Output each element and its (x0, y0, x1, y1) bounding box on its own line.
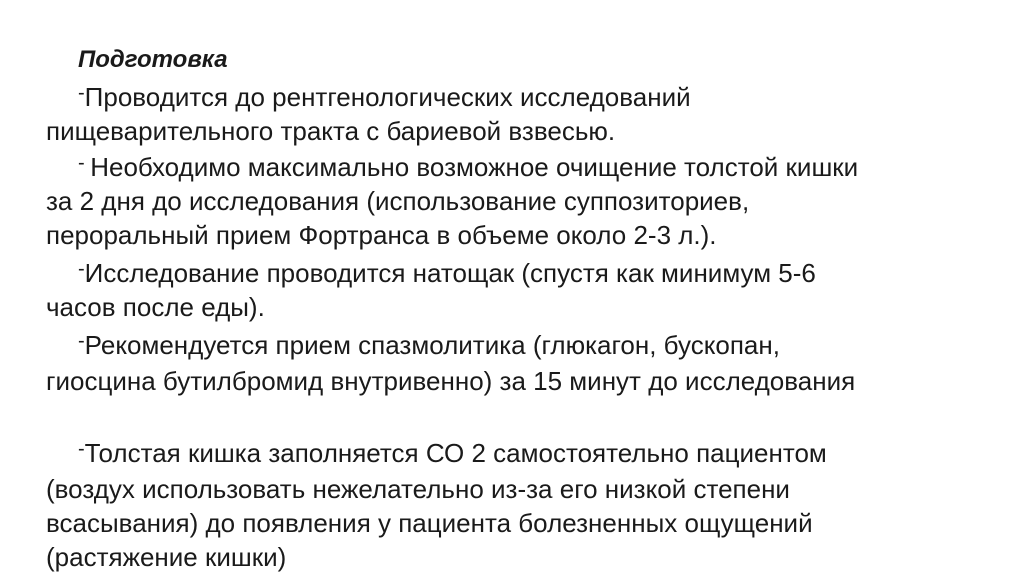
bullet-text: Толстая кишка заполняется СО 2 самостоятельно пациентом (84, 438, 827, 468)
bullet-line: (растяжение кишки) (46, 542, 287, 572)
bullet-line: пероральный прием Фортранса в объеме около 2-3 л.). (46, 220, 717, 250)
bullet-line: пищеварительного тракта с бариевой взвесью. (46, 116, 616, 146)
bullet-line: гиосцина бутилбромид внутривенно) за 15 минут до исследования (46, 366, 856, 396)
bullet-line (78, 256, 816, 293)
bullet-text: Проводится до рентгенологических исследований (84, 82, 691, 112)
bullet-line: за 2 дня до исследования (использование суппозиториев, (46, 186, 750, 216)
bullet-dash: - (78, 438, 85, 460)
bullet-line: (воздух использовать нежелательно из-за его низкой степени (46, 474, 790, 504)
bullet-line: часов после еды). (46, 292, 265, 322)
bullet-line (78, 328, 780, 365)
bullet-line (78, 436, 827, 473)
slide-heading: Подготовка (78, 46, 228, 73)
bullet-text: Рекомендуется прием спазмолитика (глюкагон, бускопан, (84, 330, 780, 360)
bullet-text: Необходимо максимально возможное очищение толстой кишки (90, 152, 859, 182)
bullet-line (78, 150, 858, 187)
bullet-dash: - (78, 82, 85, 104)
bullet-dash: - (78, 152, 91, 174)
bullet-text: Исследование проводится натощак (спустя как минимум 5-6 (84, 258, 816, 288)
bullet-line: всасывания) до появления у пациента болезненных ощущений (46, 508, 813, 538)
bullet-dash: - (78, 330, 85, 352)
bullet-line (78, 80, 691, 117)
bullet-dash: - (78, 258, 85, 280)
